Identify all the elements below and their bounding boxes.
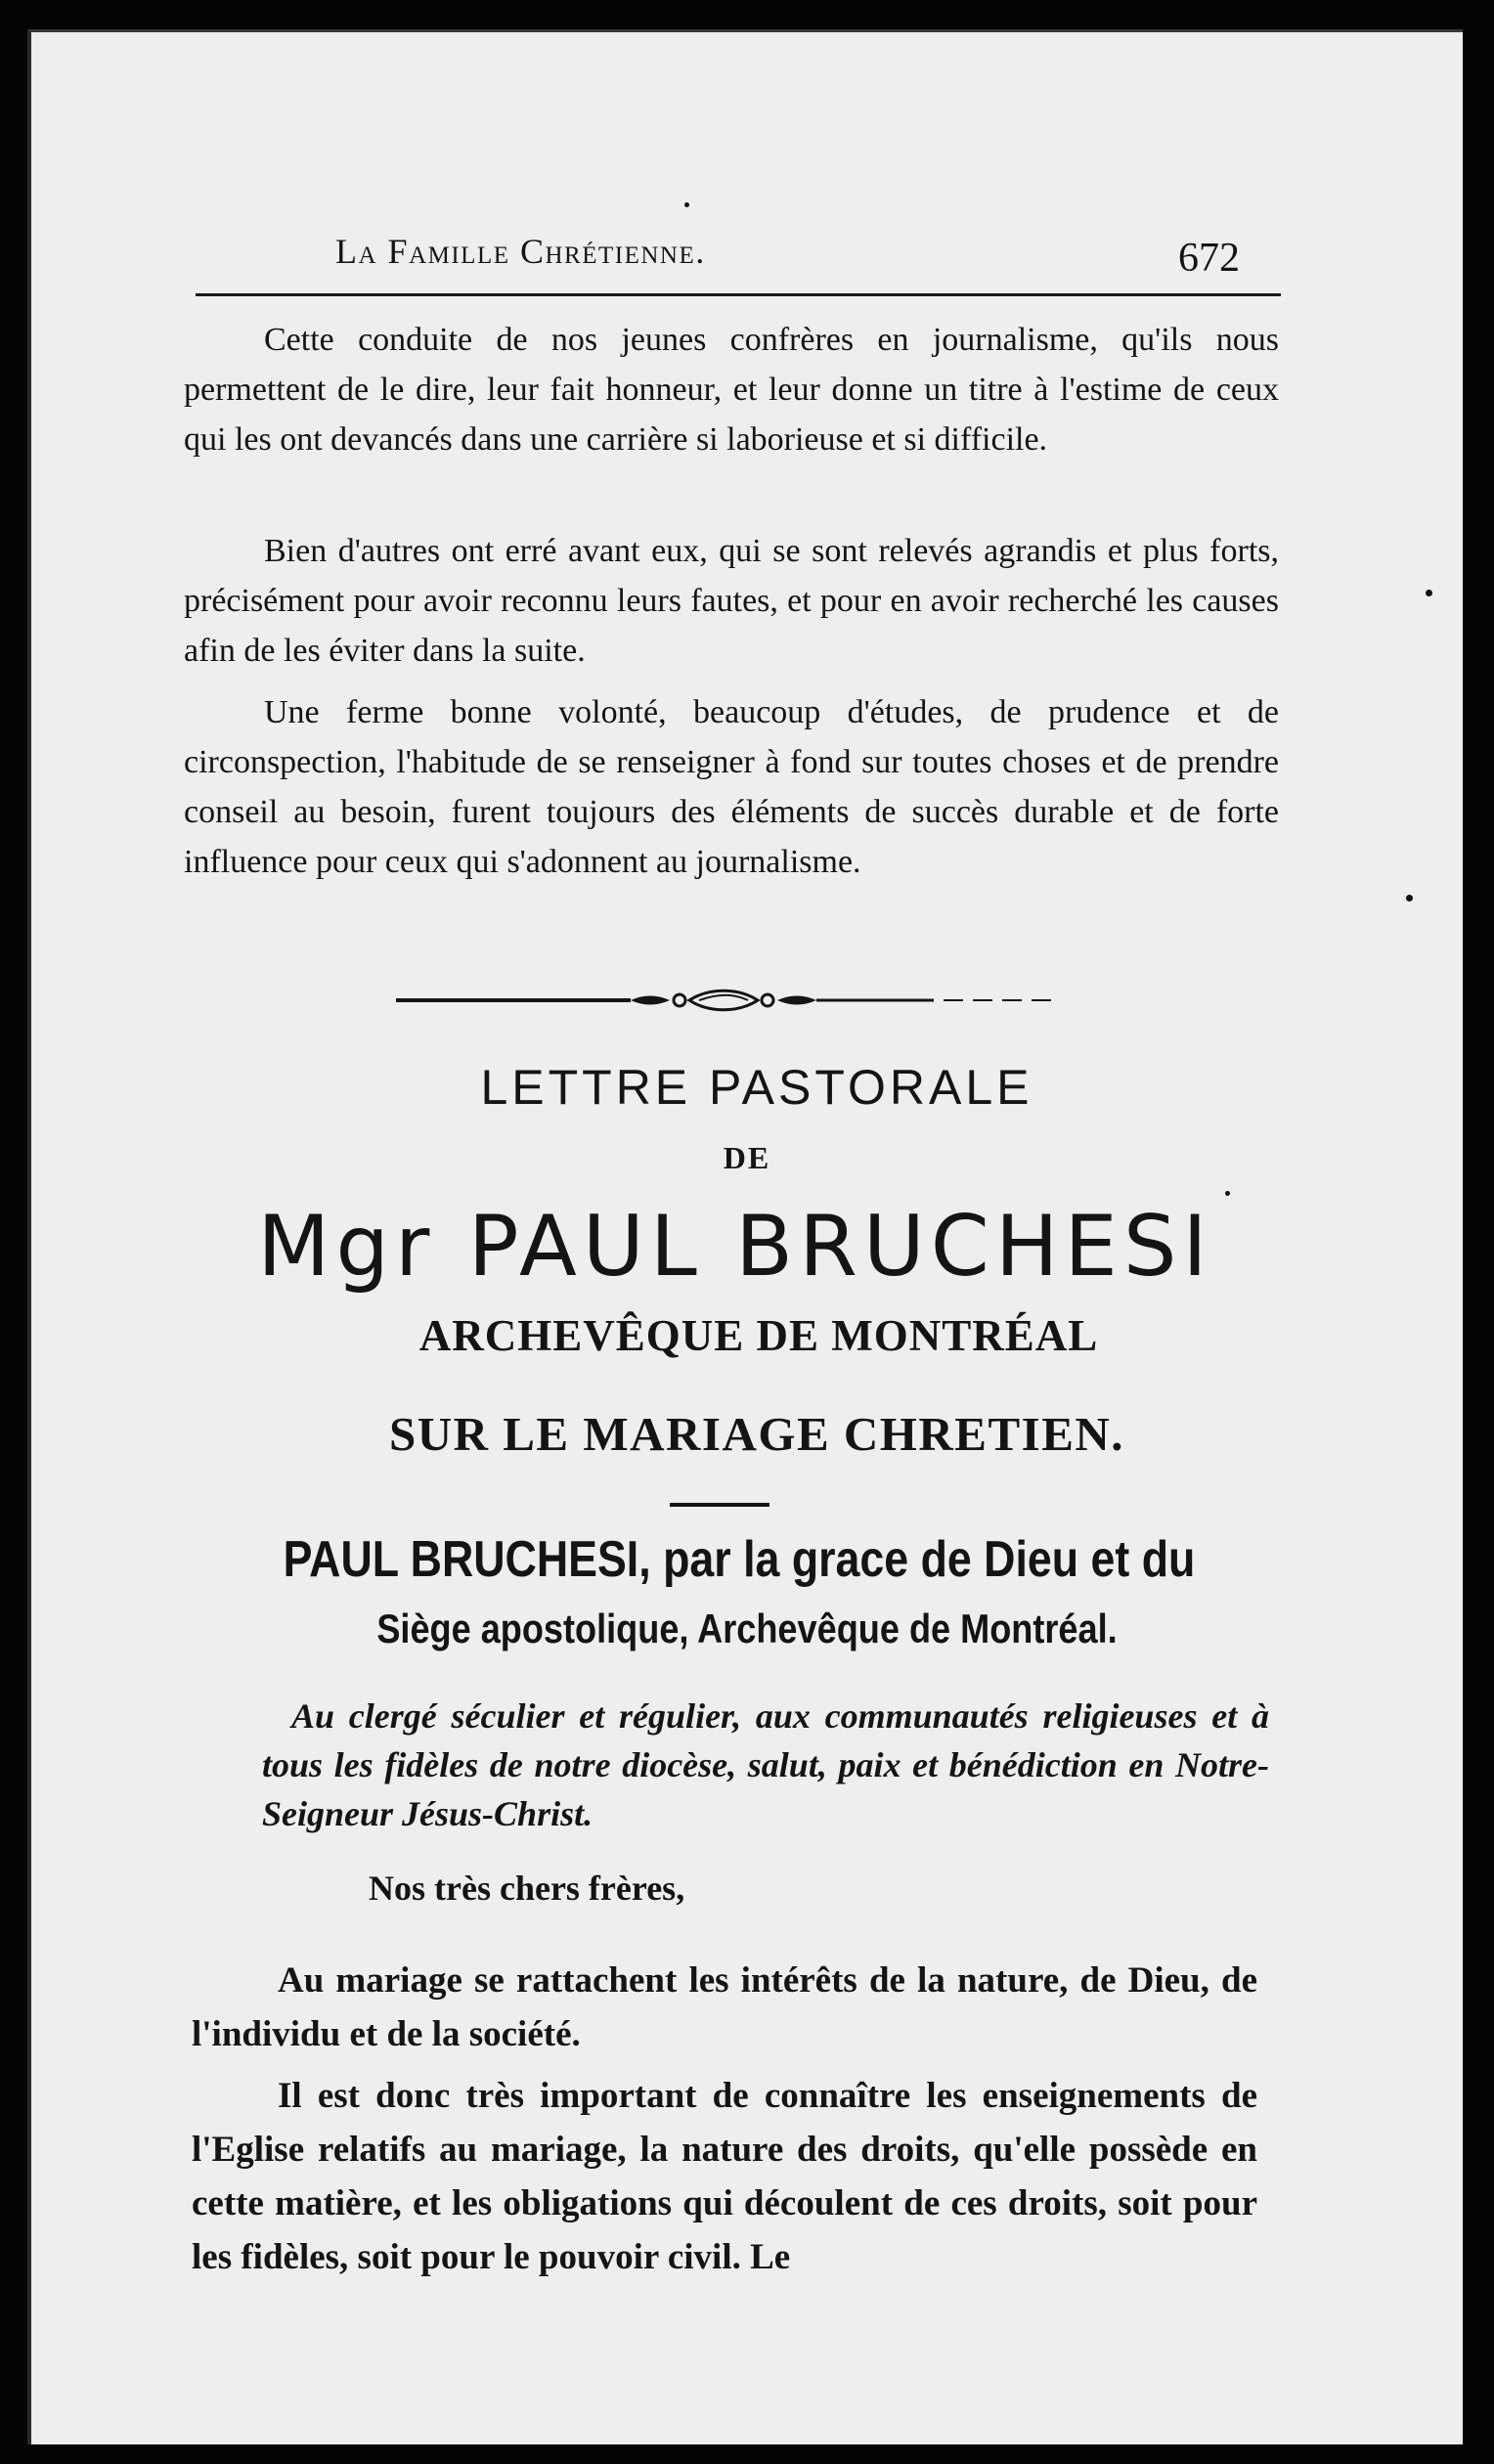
author-role: ARCHEVÊQUE DE MONTRÉAL bbox=[418, 1311, 1099, 1360]
intitulation-line-1: PAUL BRUCHESI, par la grace de Dieu et du bbox=[283, 1531, 1196, 1588]
body-paragraph-2 bbox=[192, 2069, 1257, 2284]
running-title: La Famille Chrétienne. bbox=[335, 232, 706, 271]
section-rule bbox=[670, 1503, 769, 1507]
page-number: 672 bbox=[1178, 236, 1240, 281]
letter-de: DE bbox=[723, 1140, 771, 1175]
ink-speck bbox=[1406, 895, 1413, 902]
paragraph-text: Cette conduite de nos jeunes confrères en journalisme, qu'ils nous permettent de le dire, leur fait honneur, et leur donne un titre à l'estime de ceux qui les ont devancés dans une carrière si laborieuse et si difficile. bbox=[184, 322, 1279, 458]
intitulation-line-2: Siège apostolique, Archevêque de Montréal. bbox=[376, 1606, 1118, 1651]
greeting: Nos très chers frères, bbox=[369, 1869, 685, 1908]
letter-title: LETTRE PASTORALE bbox=[480, 1060, 1033, 1115]
intro-paragraph-2 bbox=[184, 526, 1279, 676]
ornamental-divider-icon bbox=[386, 986, 1071, 1015]
letter-subject: SUR LE MARIAGE CHRETIEN. bbox=[388, 1407, 1125, 1461]
ink-speck bbox=[1426, 590, 1432, 596]
ink-speck bbox=[1225, 1191, 1230, 1196]
paragraph-text: Une ferme bonne volonté, beaucoup d'études, de prudence et de circonspection, l'habitude de se renseigner à fond sur toutes choses et de prendre conseil au besoin, furent toujours des éléments de succès durable et de forte influence pour ceux qui s'adonnent au journalisme. bbox=[184, 694, 1279, 880]
intro-paragraph-3 bbox=[184, 687, 1279, 887]
author-name: Mgr PAUL BRUCHESI bbox=[257, 1198, 1213, 1296]
intro-paragraph-1 bbox=[184, 315, 1279, 464]
ink-speck bbox=[684, 202, 689, 207]
paragraph-text: Il est donc très important de connaître les enseignements de l'Eglise relatifs au mariage, la nature des droits, qu'elle possède en cette matière, et les obligations qui découlent de ces droits, soit pour les fidèles, soit pour le pouvoir civil. Le bbox=[192, 2076, 1257, 2277]
body-paragraph-1 bbox=[192, 1954, 1257, 2061]
paragraph-text: Au mariage se rattachent les intérêts de la nature, de Dieu, de l'individu et de la société. bbox=[192, 1960, 1257, 2054]
salutation-paragraph: Au clergé séculier et régulier, aux communautés religieuses et à tous les fidèles de notre diocèse, salut, paix et bénédiction en Notre-Seigneur Jésus-Christ. bbox=[262, 1696, 1269, 1833]
paragraph-text: Bien d'autres ont erré avant eux, qui se sont relevés agrandis et plus forts, précisément pour avoir reconnu leurs fautes, et pour en avoir recherché les causes afin de les éviter dans la suite. bbox=[184, 533, 1279, 669]
